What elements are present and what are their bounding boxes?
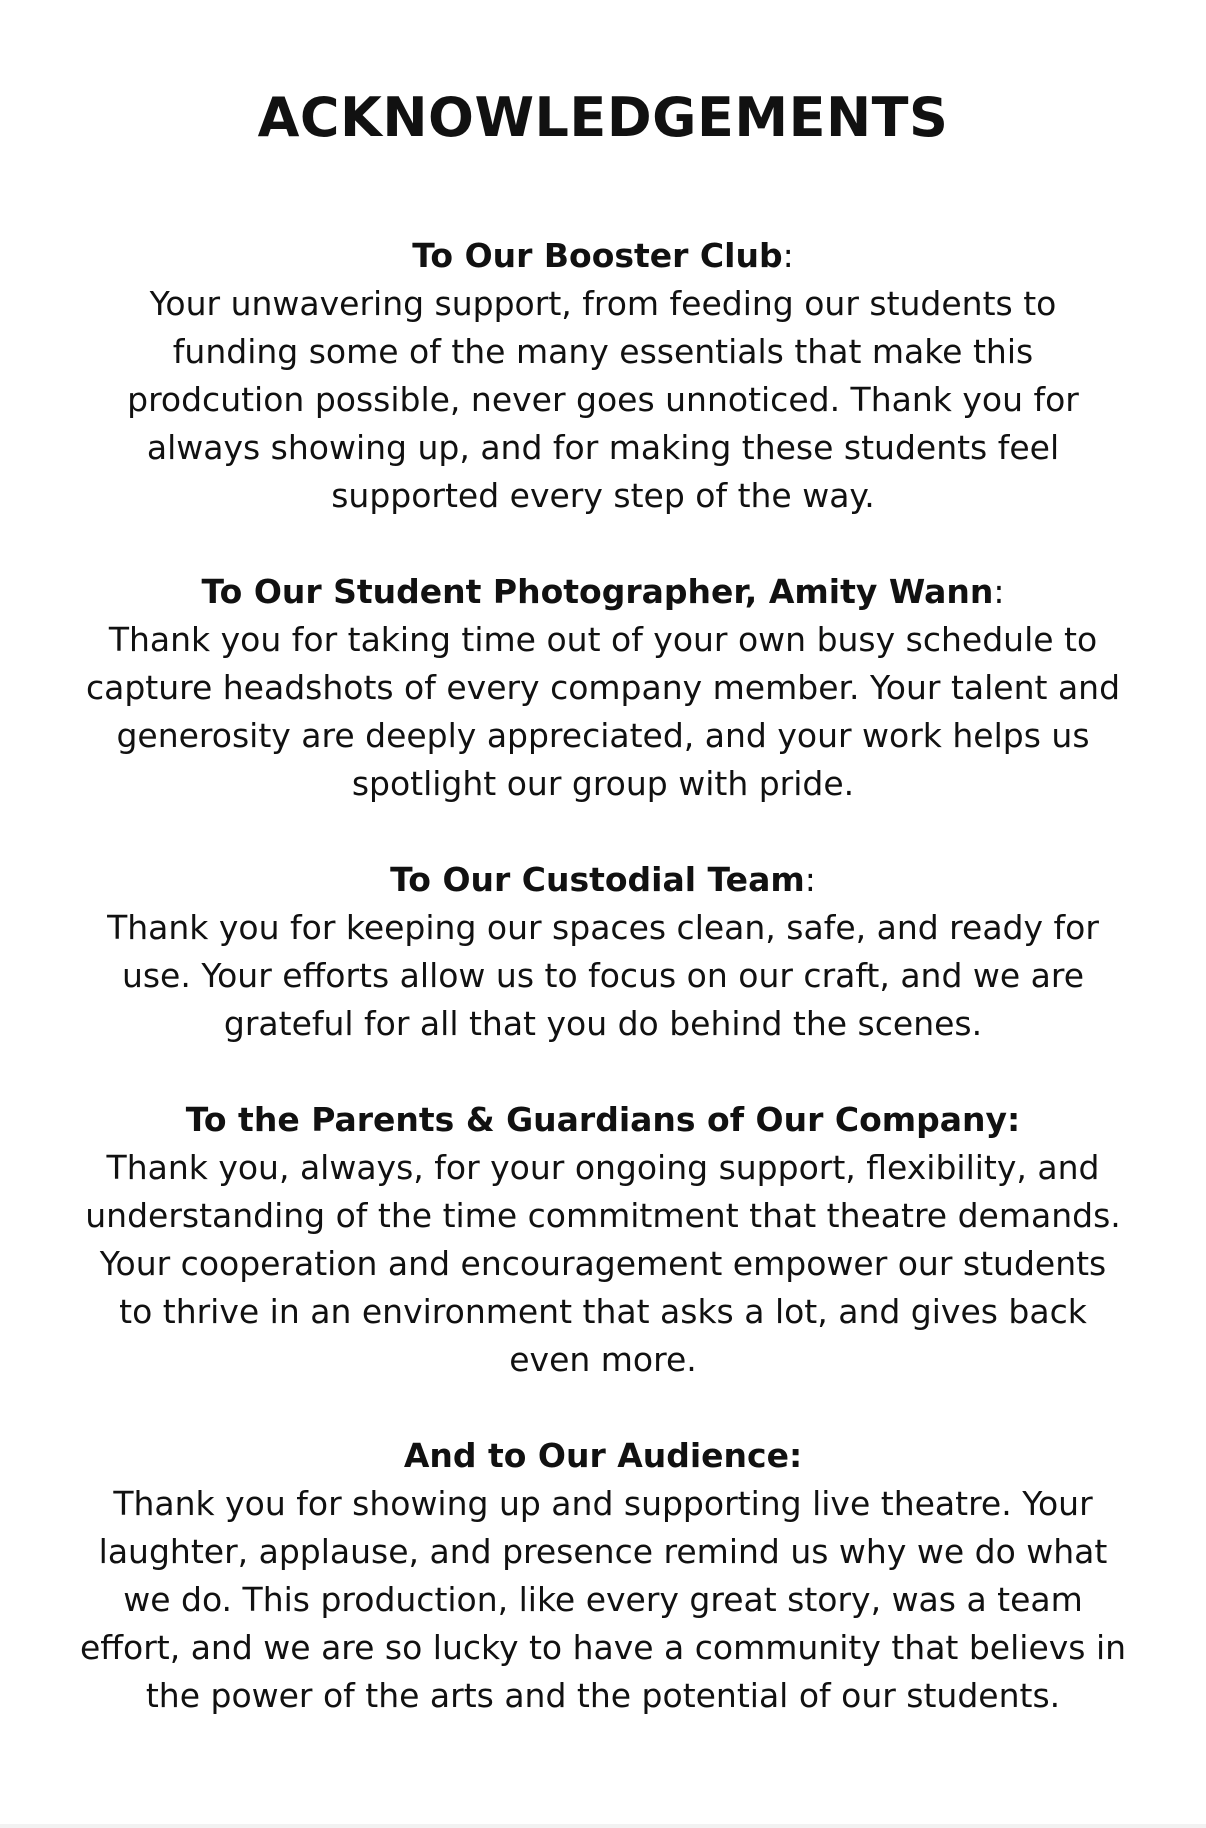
body-line: the power of the arts and the potential of our students. (145, 1676, 1061, 1715)
section-heading-text: To the Parents & Guardians of Our Company: (185, 1100, 1021, 1139)
body-line: even more. (509, 1340, 697, 1379)
page-bottom-edge (0, 1824, 1206, 1828)
section-heading (80, 1432, 1126, 1480)
body-line: laughter, applause, and presence remind us why we do what (98, 1532, 1108, 1571)
section-audience (80, 1432, 1126, 1720)
section-booster-club (80, 232, 1126, 520)
body-line: capture headshots of every company member. Your talent and (85, 668, 1121, 707)
body-line: understanding of the time commitment that theatre demands. (85, 1196, 1121, 1235)
section-heading (80, 568, 1126, 616)
section-heading (80, 856, 1126, 904)
body-line: Your cooperation and encouragement empower our students (99, 1244, 1107, 1283)
body-line: generosity are deeply appreciated, and your work helps us (116, 716, 1090, 755)
body-line: spotlight our group with pride. (351, 764, 855, 803)
section-heading-text: To Our Booster Club (412, 236, 783, 275)
section-heading (80, 1096, 1126, 1144)
page-title: ACKNOWLEDGEMENTS (257, 86, 949, 149)
acknowledgement-sections (80, 232, 1126, 1720)
body-line: to thrive in an environment that asks a lot, and gives back (119, 1292, 1087, 1331)
body-line: supported every step of the way. (331, 476, 875, 515)
body-line: funding some of the many essentials that make this (172, 332, 1034, 371)
body-line: use. Your efforts allow us to focus on our craft, and we are (121, 956, 1085, 995)
section-parents-guardians (80, 1096, 1126, 1384)
section-custodial-team (80, 856, 1126, 1048)
body-line: prodcution possible, never goes unnoticed. Thank you for (127, 380, 1079, 419)
section-body (80, 904, 1126, 1048)
section-heading-colon: : (782, 236, 794, 275)
section-body (80, 1144, 1126, 1384)
section-body (80, 280, 1126, 520)
body-line: effort, and we are so lucky to have a community that believs in (80, 1628, 1127, 1667)
section-body (80, 1480, 1126, 1720)
body-line: Your unwavering support, from feeding our students to (149, 284, 1057, 323)
body-line: grateful for all that you do behind the scenes. (223, 1004, 983, 1043)
body-line: Thank you, always, for your ongoing support, flexibility, and (106, 1148, 1100, 1187)
section-heading-colon: : (804, 860, 816, 899)
body-line: Thank you for showing up and supporting live theatre. Your (113, 1484, 1093, 1523)
section-heading-colon: : (993, 572, 1005, 611)
section-heading-text: To Our Custodial Team (390, 860, 805, 899)
body-line: Thank you for keeping our spaces clean, safe, and ready for (107, 908, 1099, 947)
body-line: we do. This production, like every great story, was a team (123, 1580, 1083, 1619)
section-heading-text: To Our Student Photographer, Amity Wann (201, 572, 994, 611)
section-body (80, 616, 1126, 808)
body-line: always showing up, and for making these students feel (146, 428, 1060, 467)
section-heading (80, 232, 1126, 280)
section-student-photographer (80, 568, 1126, 808)
body-line: Thank you for taking time out of your own busy schedule to (108, 620, 1098, 659)
section-heading-text: And to Our Audience: (403, 1436, 803, 1475)
